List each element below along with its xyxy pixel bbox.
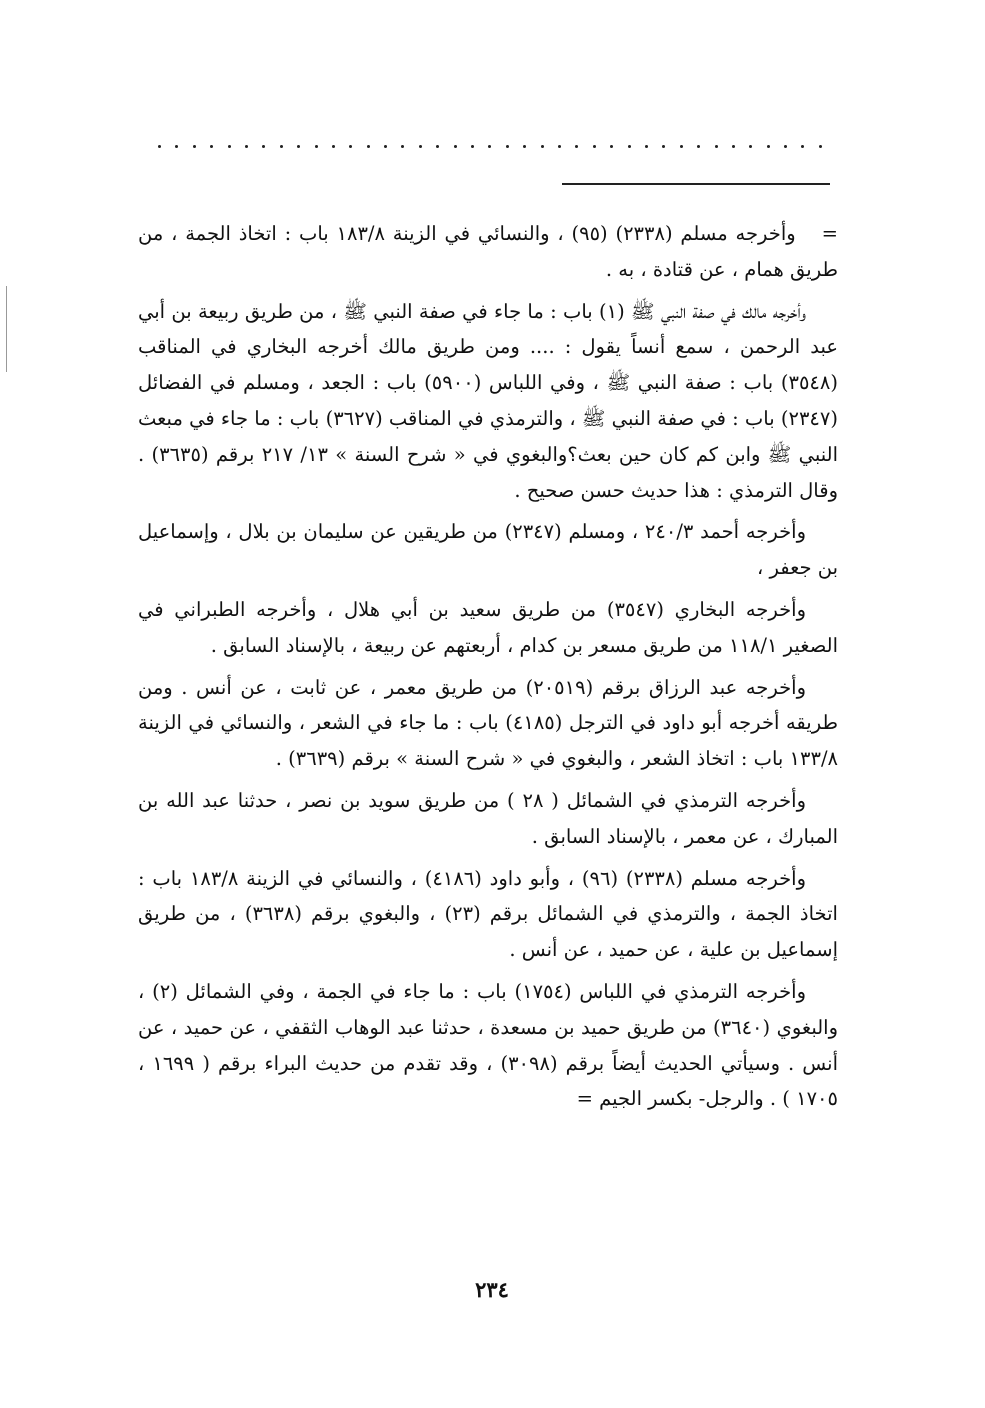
footnote-paragraph-1 [138,216,838,288]
separator-dot [541,145,544,148]
separator-dot [767,145,770,148]
separator-dot [662,145,665,148]
separator-dot [558,145,561,148]
separator-dot [697,145,700,148]
separator-dot [158,145,161,148]
separator-dot [280,145,283,148]
separator-dot [315,145,318,148]
separator-dot [367,145,370,148]
separator-dot [228,145,231,148]
footnote-paragraph-4: وأخرجه البخاري (٣٥٤٧) من طريق سعيد بن أبي هلال ، وأخرجه الطبراني في الصغير ١١٨/١ من طريق مسعر بن كدام ، أربعتهم عن ربيعة ، بالإسناد السابق . [138,597,838,657]
separator-dot [593,145,596,148]
separator-dot [610,145,613,148]
footnote-text [138,216,838,1123]
continuation-mark: = [821,222,838,245]
separator-dot [819,145,822,148]
page-number: ٢٣٤ [475,1277,509,1302]
separator-dot [349,145,352,148]
separator-dot [645,145,648,148]
separator-dot [575,145,578,148]
footnote-paragraph-8: وأخرجه الترمذي في اللباس (١٧٥٤) باب : ما جاء في الجمة ، وفي الشمائل (٢) ، والبغوي (٣٦٤٠) من طريق حميد بن مسعدة ، حدثنا عبد الوهاب الثقفي ، عن حميد ، عن أنس . وسيأتي الحديث أيضاً برقم (٣٠٩٨) ، وقد تقدم من حديث البراء برقم ( ١٦٩٩ ، ١٧٠٥ ) . والرجل- بكسر الجيم = [138,979,838,1111]
separator-dot [715,145,718,148]
separator-dot [419,145,422,148]
footnote-paragraph-2: وأخرجه مالك في صفة النبي ﷺ (١) باب : ما جاء في صفة النبي ﷺ ، من طريق ربيعة بن أبي عبد الرحمن ، سمع أنساً يقول : .... ومن طريق مالك أخرجه البخاري في المناقب (٣٥٤٨) باب : صفة النبي ﷺ ، وفي اللباس (٥٩٠٠) باب : الجعد ، ومسلم في الفضائل (٢٣٤٧) باب : في صفة النبي ﷺ ، والترمذي في المناقب (٣٦٢٧) باب : ما جاء في مبعث النبي ﷺ وابن كم كان حين بعث؟والبغوي في « شرح السنة » ١٣/ ٢١٧ برقم (٣٦٣٥) . وقال الترمذي : هذا حديث حسن صحيح . [138,299,838,502]
separator-dot [262,145,265,148]
separator-dot [506,145,509,148]
separator-dot [245,145,248,148]
separator-dot [680,145,683,148]
dotted-separator [158,136,822,156]
paragraph-text: وأخرجه مسلم (٢٣٣٨) (٩٥) ، والنسائي في الزينة ١٨٣/٨ باب : اتخاذ الجمة ، من طريق همام ، عن قتادة ، به . [138,222,838,281]
separator-dot [749,145,752,148]
separator-dot [784,145,787,148]
separator-dot [436,145,439,148]
separator-dot [523,145,526,148]
separator-dot [801,145,804,148]
footnote-paragraph-6: وأخرجه الترمذي في الشمائل ( ٢٨ ) من طريق سويد بن نصر ، حدثنا عبد الله بن المبارك ، عن معمر ، بالإسناد السابق . [138,788,838,848]
separator-dot [193,145,196,148]
separator-dot [332,145,335,148]
footnote-paragraph-5: وأخرجه عبد الرزاق برقم (٢٠٥١٩) من طريق معمر ، عن ثابت ، عن أنس . ومن طريقه أخرجه أبو داود في الترجل (٤١٨٥) باب : ما جاء في الشعر ، والنسائي في الزينة ١٣٣/٨ باب : اتخاذ الشعر ، والبغوي في « شرح السنة » برقم (٣٦٣٩) . [138,675,838,771]
separator-dot [628,145,631,148]
footnote-paragraph-3: وأخرجه أحمد ٢٤٠/٣ ، ومسلم (٢٣٤٧) من طريقين عن سليمان بن بلال ، وإسماعيل بن جعفر ، [138,520,838,580]
separator-dot [471,145,474,148]
footnote-paragraph-7: وأخرجه مسلم (٢٣٣٨) (٩٦) ، وأبو داود (٤١٨٦) ، والنسائي في الزينة ١٨٣/٨ باب : اتخاذ الجمة ، والترمذي في الشمائل برقم (٢٣) ، والبغوي برقم (٣٦٣٨) ، من طريق إسماعيل بن علية ، عن حميد ، عن أنس . [138,866,838,962]
separator-dot [384,145,387,148]
separator-dot [175,145,178,148]
separator-dot [210,145,213,148]
footnote-rule [562,183,830,185]
separator-dot [401,145,404,148]
separator-dot [488,145,491,148]
separator-dot [297,145,300,148]
separator-dot [454,145,457,148]
separator-dot [732,145,735,148]
margin-scan-mark [6,286,7,372]
